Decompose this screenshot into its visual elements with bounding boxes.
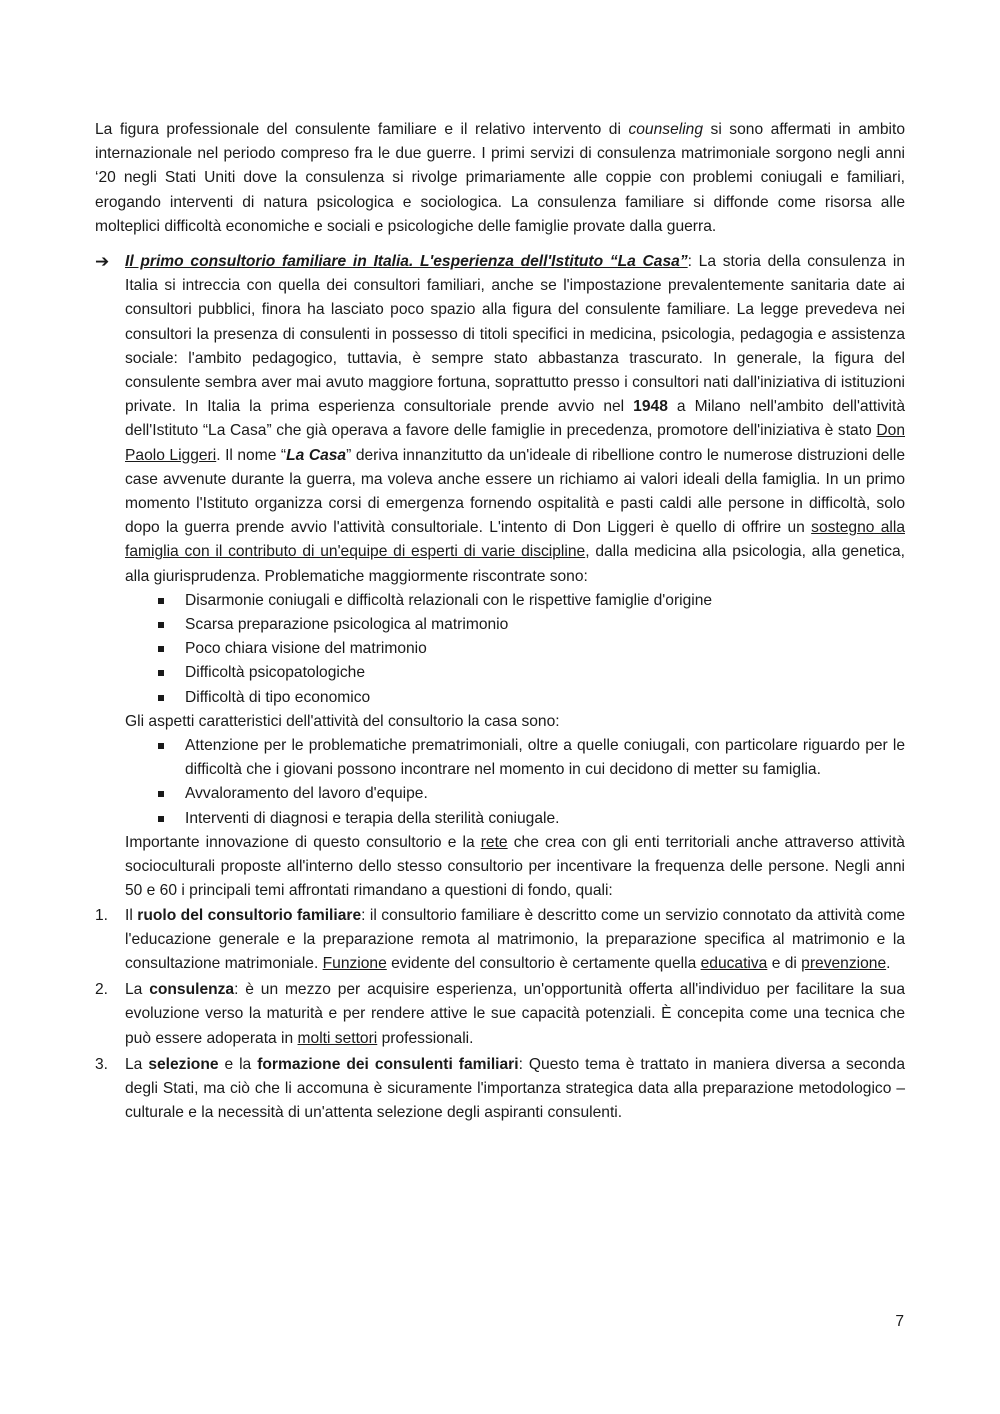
founder-name: Don Paolo Liggeri	[125, 422, 905, 464]
theme-text: e la	[218, 1055, 258, 1073]
theme-text: professionali.	[377, 1029, 474, 1047]
theme-underline: educativa	[700, 954, 768, 972]
list-item: Interventi di diagnosi e terapia della sterilità coniugale.	[155, 807, 905, 831]
intro-paragraph	[95, 118, 905, 239]
institute-name: La Casa	[286, 446, 347, 464]
theme-text: : il consultorio familiare è descritto come un servizio connotato da attività come l'educazione generale e la preparazione remota al matrimonio, la preparazione specifica al matrimonio e la consultazione matrimoniale.	[125, 906, 905, 972]
list-item: Scarsa preparazione psicologica al matrimonio	[155, 613, 905, 637]
list-item: Difficoltà psicopatologiche	[155, 661, 905, 685]
network-term: rete	[480, 833, 508, 851]
theme-title: ruolo del consultorio familiare	[137, 906, 362, 924]
section-la-casa	[95, 250, 905, 903]
section-text-2: a Milano nell'ambito dell'attività dell'Istituto “La Casa” che già operava a favore delle famiglie in precedenza, promotore dell'iniziativa è stato	[125, 398, 905, 440]
intro-text: La figura professionale del consulente familiare e il relativo intervento di	[95, 121, 629, 138]
innovation-text-rest: che crea con gli enti territoriali anche attraverso attività socioculturali proposte all'interno dello stesso consultorio per incentivare la frequenza delle persone. Negli anni 50 e 60 i principali temi affrontati rimandano a questioni di fondo, quali:	[125, 833, 905, 900]
theme-text: La	[125, 981, 150, 999]
list-item: Poco chiara visione del matrimonio	[155, 637, 905, 661]
list-item: Disarmonie coniugali e difficoltà relazionali con le rispettive famiglie d'origine	[155, 589, 905, 613]
theme-underline: Funzione	[322, 954, 387, 972]
list-item: Attenzione per le problematiche prematrimoniali, oltre a quelle coniugali, con particolare riguardo per le difficoltà che i giovani possono incontrare nel momento in cui decidono di metter su famiglia.	[155, 734, 905, 782]
intro-emphasis: counseling	[628, 121, 704, 138]
theme-title: formazione dei consulenti familiari	[257, 1055, 519, 1073]
theme-text: .	[886, 954, 891, 972]
arrow-right-icon: ➔	[95, 252, 110, 272]
theme-text: : Questo tema è trattato in maniera diversa a seconda degli Stati, ma ciò che li accomuna è sicuramente l'importanza strategica data alla preparazione metodologico – culturale e la necessità di un'attenta selezione degli aspiranti consulenti.	[125, 1055, 906, 1122]
innovation-text: Importante innovazione di questo consultorio e la	[125, 833, 481, 851]
theme-text: Il	[125, 906, 138, 924]
document-body	[95, 118, 905, 1125]
theme-underline: molti settori	[297, 1029, 378, 1047]
section-heading: Il primo consultorio familiare in Italia. L'esperienza dell'Istituto “La Casa”	[125, 253, 688, 271]
theme-item-role	[95, 904, 905, 977]
theme-text: e di	[767, 954, 802, 972]
section-text-5: , dalla medicina alla psicologia, alla genetica, alla giurisprudenza. Problematiche maggiormente riscontrate sono:	[125, 543, 905, 585]
support-phrase: sostegno alla famiglia con il contributo di un'equipe di esperti di varie discipline	[125, 519, 905, 561]
theme-title: selezione	[148, 1055, 219, 1073]
section-text-3: . Il nome “	[216, 446, 287, 464]
section-text: : La storia della consulenza in Italia si intreccia con quella dei consultori familiari, anche se l'impostazione prevalentemente sanitaria date ai consultori pubblici, finora ha lasciato poco spazio alla figura del consulente familiare. La legge prevedeva nei consultori la presenza di consulenti in possesso di titoli specifici in medicina, psicologia, pedagogia e assistenza sociale: l'ambito pedagogico, tuttavia, è sempre stato abbastanza trascurato. In generale, la figura del consulente sembra aver mai avuto maggiore fortuna, soprattutto presso i consultori nati dall'iniziativa di istituzioni private. In Italia la prima esperienza consultoriale prende avvio nel	[125, 253, 905, 416]
theme-text: La	[125, 1055, 149, 1073]
theme-number: 2.	[95, 981, 109, 999]
aspects-intro: Gli aspetti caratteristici dell'attività del consultorio la casa sono:	[125, 712, 560, 730]
section-year: 1948	[633, 398, 668, 416]
theme-item-selection	[95, 1053, 905, 1126]
theme-number: 1.	[95, 906, 109, 924]
list-item: Difficoltà di tipo economico	[155, 686, 905, 710]
innovation-paragraph	[125, 831, 905, 904]
list-item: Avvaloramento del lavoro d'equipe.	[155, 782, 905, 806]
theme-title: consulenza	[149, 981, 235, 999]
themes-list	[95, 904, 905, 1126]
theme-item-counseling	[95, 978, 905, 1051]
theme-number: 3.	[95, 1055, 109, 1073]
aspects-list	[125, 734, 905, 831]
theme-underline: prevenzione	[801, 954, 887, 972]
section-text-4: ” deriva innanzitutto da un'ideale di ribellione contro le numerose distruzioni delle case avvenute durante la guerra, ma voleva anche essere un richiamo ai valori ideali della famiglia. In un primo momento l'Istituto organizza corsi di emergenza fornendo ospitalità e pasti caldi alle persone in difficoltà, solo dopo la guerra prende avvio l'attività consultoriale. L'intento di Don Liggeri è quello di offrire un	[125, 446, 906, 537]
theme-text: : è un mezzo per acquisire esperienza, un'opportunità offerta all'individuo per facilitare la sua evoluzione verso la maturità e per rendere attive le sue capacità potenziali. È concepita come una tecnica che può essere adoperata in	[125, 981, 906, 1047]
page-number: 7	[895, 1313, 904, 1330]
section-paragraph	[125, 250, 905, 589]
problems-list	[125, 589, 905, 710]
intro-text-rest: si sono affermati in ambito internazionale nel periodo compreso fra le due guerre. I primi servizi di consulenza matrimoniale sorgono negli anni ‘20 negli Stati Uniti dove la consulenza si rivolge primariamente alle coppie con problemi coniugali e familiari, erogando interventi di natura psicologica e sociologica. La consulenza familiare si diffonde come risorsa alle molteplici difficoltà economiche e sociali e psicologiche delle famiglie provate dalla guerra.	[95, 121, 905, 235]
theme-text: evidente del consultorio è certamente quella	[386, 954, 701, 972]
